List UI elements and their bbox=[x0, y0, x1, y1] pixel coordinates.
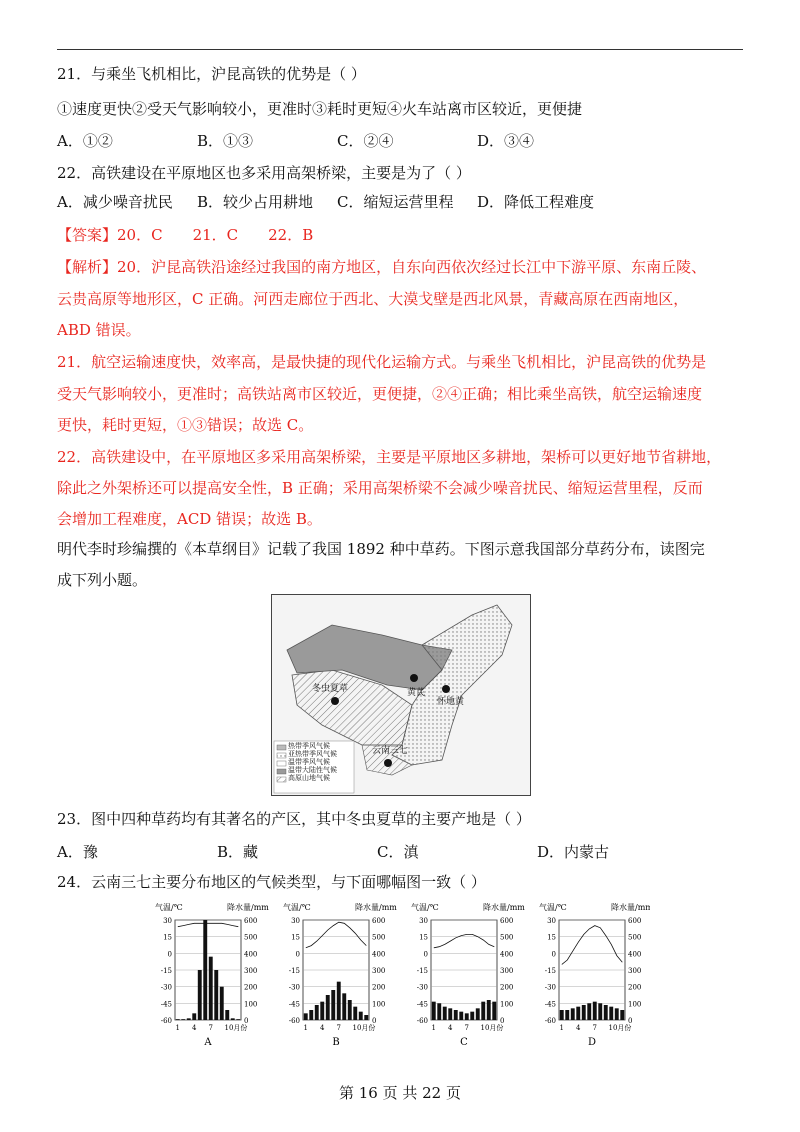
precip-tick-label: 200 bbox=[628, 983, 642, 992]
chart-label: D bbox=[587, 1037, 597, 1048]
precip-tick-label: 100 bbox=[372, 1000, 386, 1009]
precip-bar bbox=[220, 987, 224, 1020]
precip-tick-label: 200 bbox=[500, 983, 514, 992]
map-label-notoginseng: 云南三七 bbox=[372, 746, 409, 756]
temp-tick-label: -30 bbox=[288, 983, 300, 992]
q21-options bbox=[57, 130, 534, 151]
intro-line-2: 成下列小题。 bbox=[57, 571, 148, 589]
q22-option-d[interactable]: D．降低工程难度 bbox=[477, 193, 595, 211]
precip-tick-label: 300 bbox=[244, 967, 258, 975]
answer-line: 【答案】20．C 21．C 22．B bbox=[57, 226, 314, 244]
q21-stem: 21．与乘坐飞机相比，沪昆高铁的优势是（ ） bbox=[57, 65, 366, 83]
legend-item: 温带季风气候 bbox=[288, 758, 330, 766]
intro-line-1: 明代李时珍编撰的《本草纲目》记载了我国 1892 种中草药。下图示意我国部分草药分布，读图完 bbox=[57, 540, 705, 558]
precip-tick-label: 400 bbox=[500, 950, 514, 959]
chart-label: A bbox=[204, 1037, 212, 1048]
precip-bar bbox=[225, 1010, 229, 1020]
precip-bar bbox=[571, 1008, 575, 1020]
legend-item: 亚热带季风气候 bbox=[288, 750, 337, 758]
temp-tick-label: -15 bbox=[416, 967, 428, 975]
page-footer: 第 16 页 共 22 页 bbox=[338, 1084, 461, 1102]
precip-axis-label: 降水量/mm bbox=[483, 903, 525, 912]
legend-item: 温带大陆性气候 bbox=[288, 766, 337, 774]
precip-bar bbox=[326, 995, 330, 1020]
temp-tick-label: -45 bbox=[288, 1000, 300, 1009]
q22-stem: 22．高铁建设在平原地区也多采用高架桥梁，主要是为了（ ） bbox=[57, 164, 471, 182]
precip-tick-label: 500 bbox=[372, 933, 386, 942]
q21-option-a[interactable]: A．①② bbox=[57, 132, 113, 150]
temp-tick-label: -15 bbox=[160, 967, 172, 975]
month-tick-label: 7 bbox=[208, 1024, 213, 1032]
temp-tick-label: 15 bbox=[291, 933, 300, 942]
q23-options bbox=[57, 841, 609, 862]
temp-tick-label: -60 bbox=[160, 1017, 172, 1025]
precip-bar bbox=[214, 970, 218, 1020]
precip-bar bbox=[459, 1012, 463, 1020]
precip-bar bbox=[576, 1007, 580, 1020]
precip-bar bbox=[604, 1005, 608, 1020]
temp-line bbox=[306, 922, 367, 948]
temp-tick-label: -30 bbox=[544, 983, 556, 992]
q22-options bbox=[57, 191, 594, 212]
temp-tick-label: -45 bbox=[544, 1000, 556, 1009]
precip-tick-label: 600 bbox=[500, 917, 514, 925]
chart-label: C bbox=[460, 1037, 468, 1048]
precip-bar bbox=[487, 1000, 491, 1020]
q21-items: ①速度更快②受天气影响较小，更准时③耗时更短④火车站离市区较近，更便捷 bbox=[57, 100, 583, 118]
precip-axis-label: 降水量/mm bbox=[227, 903, 269, 912]
precip-tick-label: 600 bbox=[628, 917, 642, 925]
precip-tick-label: 500 bbox=[500, 933, 514, 942]
precip-bar bbox=[304, 1013, 308, 1020]
temp-line bbox=[434, 934, 495, 947]
temp-line bbox=[562, 926, 623, 965]
precip-axis-label: 降水量/mm bbox=[611, 903, 650, 912]
q22-option-a[interactable]: A．减少噪音扰民 bbox=[57, 193, 173, 211]
precip-bar bbox=[353, 1007, 357, 1020]
temp-tick-label: -45 bbox=[416, 1000, 428, 1009]
temp-tick-label: 30 bbox=[547, 917, 556, 925]
precip-bar bbox=[331, 990, 335, 1020]
analysis-line-7: 22．高铁建设中，在平原地区多采用高架桥梁，主要是平原地区多耕地，架桥可以更好地节省耕地， bbox=[57, 448, 722, 466]
month-tick-label: 10月份 bbox=[608, 1024, 632, 1032]
temp-tick-label: -60 bbox=[288, 1017, 300, 1025]
precip-tick-label: 600 bbox=[372, 917, 386, 925]
precip-bar bbox=[176, 1019, 180, 1020]
q21-option-d[interactable]: D．③④ bbox=[477, 132, 535, 150]
month-tick-label: 4 bbox=[192, 1024, 197, 1032]
temp-axis-label: 气温/℃ bbox=[283, 903, 311, 912]
month-tick-label: 1 bbox=[303, 1024, 308, 1032]
precip-tick-label: 0 bbox=[244, 1017, 249, 1025]
month-tick-label: 10月份 bbox=[480, 1024, 504, 1032]
analysis-line-2: 云贵高原等地形区，C 正确。河西走廊位于西北、大漠戈壁是西北风景，青藏高原在西南地区， bbox=[57, 290, 689, 308]
temp-tick-label: 15 bbox=[163, 933, 172, 942]
temp-tick-label: -60 bbox=[416, 1017, 428, 1025]
precip-bar bbox=[454, 1010, 458, 1020]
precip-bar bbox=[231, 1018, 235, 1020]
precip-bar bbox=[560, 1010, 564, 1020]
map-label-rehmannia: 怀地黄 bbox=[437, 697, 465, 707]
month-tick-label: 7 bbox=[592, 1024, 597, 1032]
herb-distribution-map bbox=[271, 594, 531, 796]
precip-bar bbox=[181, 1019, 185, 1020]
month-tick-label: 4 bbox=[448, 1024, 453, 1032]
precip-tick-label: 100 bbox=[500, 1000, 514, 1009]
temp-tick-label: 0 bbox=[423, 950, 428, 959]
precip-tick-label: 300 bbox=[500, 967, 514, 975]
precip-bar bbox=[432, 1002, 436, 1020]
precip-bar bbox=[203, 920, 207, 1020]
precip-tick-label: 400 bbox=[628, 950, 642, 959]
precip-bar bbox=[582, 1005, 586, 1020]
precip-bar bbox=[209, 957, 213, 1020]
precip-bar bbox=[309, 1010, 313, 1020]
climate-charts-svg bbox=[150, 900, 650, 1060]
temp-axis-label: 气温/℃ bbox=[411, 903, 439, 912]
precip-bar bbox=[565, 1010, 569, 1020]
precip-tick-label: 300 bbox=[628, 967, 642, 975]
temp-tick-label: -30 bbox=[160, 983, 172, 992]
q23-option-a[interactable]: A．豫 bbox=[57, 843, 98, 861]
precip-bar bbox=[187, 1018, 191, 1020]
precip-bar bbox=[348, 1000, 352, 1020]
month-tick-label: 7 bbox=[336, 1024, 341, 1032]
month-tick-label: 4 bbox=[576, 1024, 581, 1032]
precip-bar bbox=[437, 1003, 441, 1020]
month-tick-label: 1 bbox=[559, 1024, 564, 1032]
precip-tick-label: 400 bbox=[244, 950, 258, 959]
precip-bar bbox=[315, 1005, 319, 1020]
precip-bar bbox=[192, 1013, 196, 1020]
map-legend bbox=[288, 742, 337, 782]
temp-tick-label: 0 bbox=[295, 950, 300, 959]
month-tick-label: 10月份 bbox=[352, 1024, 376, 1032]
analysis-line-5: 受天气影响较小，更准时；高铁站离市区较近，更便捷，②④正确；相比乘坐高铁，航空运输速度 bbox=[57, 385, 703, 403]
precip-bar bbox=[448, 1008, 452, 1020]
q23-option-c[interactable]: C．滇 bbox=[377, 843, 419, 861]
temp-axis-label: 气温/℃ bbox=[155, 903, 183, 912]
analysis-line-8: 除此之外架桥还可以提高安全性，B 正确；采用高架桥梁不会减少噪音扰民、缩短运营里程，反而 bbox=[57, 479, 703, 497]
analysis-line-1: 【解析】20．沪昆高铁沿途经过我国的南方地区，自东向西依次经过长江中下游平原、东南丘陵、 bbox=[57, 258, 707, 276]
temp-tick-label: -15 bbox=[288, 967, 300, 975]
map-label-cordyceps: 冬虫夏草 bbox=[312, 684, 349, 694]
precip-bar bbox=[342, 993, 346, 1020]
month-tick-label: 1 bbox=[175, 1024, 180, 1032]
precip-bar bbox=[492, 1002, 496, 1020]
month-tick-label: 10月份 bbox=[224, 1024, 248, 1032]
precip-tick-label: 500 bbox=[628, 933, 642, 942]
temp-tick-label: -30 bbox=[416, 983, 428, 992]
q24-stem: 24．云南三七主要分布地区的气候类型，与下面哪幅图一致（ ） bbox=[57, 873, 486, 891]
precip-bar bbox=[443, 1007, 447, 1020]
temp-tick-label: 0 bbox=[167, 950, 172, 959]
precip-bar bbox=[364, 1015, 368, 1020]
analysis-line-6: 更快，耗时更短，①③错误；故选 C。 bbox=[57, 416, 314, 434]
temp-tick-label: 30 bbox=[291, 917, 300, 925]
precip-tick-label: 400 bbox=[372, 950, 386, 959]
q21-option-c[interactable]: C．②④ bbox=[337, 132, 394, 150]
temp-tick-label: 30 bbox=[163, 917, 172, 925]
temp-tick-label: -15 bbox=[544, 967, 556, 975]
precip-tick-label: 100 bbox=[628, 1000, 642, 1009]
climate-charts bbox=[150, 900, 650, 1060]
precip-tick-label: 200 bbox=[372, 983, 386, 992]
precip-bar bbox=[593, 1002, 597, 1020]
precip-bar bbox=[198, 970, 202, 1020]
precip-bar bbox=[470, 1012, 474, 1020]
precip-bar bbox=[609, 1007, 613, 1020]
q22-option-c[interactable]: C．缩短运营里程 bbox=[337, 193, 454, 211]
q23-option-b[interactable]: B．藏 bbox=[217, 843, 259, 861]
temp-tick-label: 15 bbox=[547, 933, 556, 942]
precip-tick-label: 600 bbox=[244, 917, 258, 925]
precip-tick-label: 300 bbox=[372, 967, 386, 975]
precip-bar bbox=[320, 1002, 324, 1020]
analysis-line-3: ABD 错误。 bbox=[57, 321, 141, 339]
map-label-astragalus: 黄芪 bbox=[407, 688, 426, 698]
temp-tick-label: 30 bbox=[419, 917, 428, 925]
month-tick-label: 4 bbox=[320, 1024, 325, 1032]
precip-tick-label: 200 bbox=[244, 983, 258, 992]
precip-tick-label: 100 bbox=[244, 1000, 258, 1009]
precip-bar bbox=[476, 1008, 480, 1020]
precip-bar bbox=[236, 1019, 240, 1020]
precip-bar bbox=[337, 982, 341, 1020]
q23-option-d[interactable]: D．内蒙古 bbox=[537, 843, 610, 861]
q21-option-b[interactable]: B．①③ bbox=[197, 132, 254, 150]
precip-axis-label: 降水量/mm bbox=[355, 903, 397, 912]
precip-tick-label: 0 bbox=[628, 1017, 633, 1025]
precip-tick-label: 500 bbox=[244, 933, 258, 942]
month-tick-label: 1 bbox=[431, 1024, 436, 1032]
temp-tick-label: 15 bbox=[419, 933, 428, 942]
header-rule bbox=[57, 49, 743, 50]
temp-tick-label: -60 bbox=[544, 1017, 556, 1025]
precip-bar bbox=[587, 1003, 591, 1020]
temp-axis-label: 气温/℃ bbox=[539, 903, 567, 912]
q22-option-b[interactable]: B．较少占用耕地 bbox=[197, 193, 314, 211]
legend-item: 高原山地气候 bbox=[288, 774, 330, 782]
precip-bar bbox=[615, 1008, 619, 1020]
precip-bar bbox=[620, 1010, 624, 1020]
q23-stem: 23．图中四种草药均有其著名的产区，其中冬虫夏草的主要产地是（ ） bbox=[57, 810, 531, 828]
chart-label: B bbox=[332, 1037, 340, 1048]
legend-item: 热带季风气候 bbox=[288, 742, 330, 750]
precip-bar bbox=[359, 1012, 363, 1020]
precip-bar bbox=[481, 1002, 485, 1020]
month-tick-label: 7 bbox=[464, 1024, 469, 1032]
analysis-line-4: 21．航空运输速度快，效率高，是最快捷的现代化运输方式。与乘坐飞机相比，沪昆高铁的优势是 bbox=[57, 353, 707, 371]
temp-tick-label: 0 bbox=[551, 950, 556, 959]
temp-line bbox=[178, 923, 239, 926]
temp-tick-label: -45 bbox=[160, 1000, 172, 1009]
precip-tick-label: 0 bbox=[372, 1017, 377, 1025]
precip-tick-label: 0 bbox=[500, 1017, 505, 1025]
precip-bar bbox=[598, 1003, 602, 1020]
precip-bar bbox=[465, 1013, 469, 1020]
analysis-line-9: 会增加工程难度，ACD 错误；故选 B。 bbox=[57, 510, 322, 528]
